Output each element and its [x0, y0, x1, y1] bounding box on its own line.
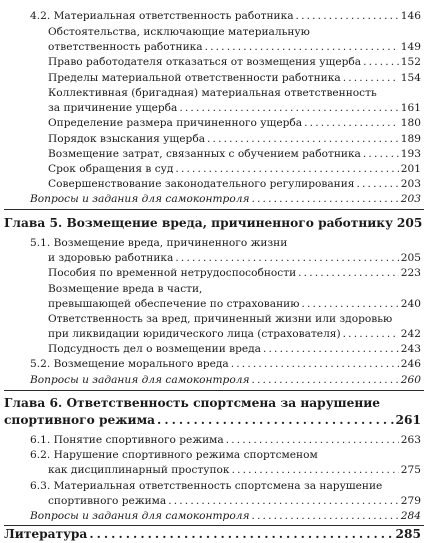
toc-page-number: 205	[400, 252, 421, 264]
toc-page-number: 223	[400, 267, 421, 279]
toc-page-number: 154	[400, 72, 421, 84]
dot-leader	[251, 374, 398, 386]
toc-entry-title: Возмещение вреда в части,	[48, 283, 203, 295]
dot-leader	[251, 510, 398, 522]
toc-page-number: 261	[395, 413, 421, 427]
toc-page-number: 203	[400, 193, 421, 205]
toc-entry-employer-right[interactable]	[48, 56, 421, 68]
toc-page-number: 263	[400, 434, 421, 446]
dot-leader	[89, 527, 393, 541]
dot-leader	[363, 148, 399, 160]
dot-leader	[175, 252, 398, 264]
toc-entry-title: превышающей обеспечение по страхованию	[48, 298, 300, 310]
toc-page-number: 242	[400, 328, 421, 340]
toc-entry-title: 6.1. Понятие спортивного режима	[30, 434, 224, 446]
dot-leader	[179, 102, 398, 114]
toc-entry-title: 4.2. Материальная ответственность работника	[30, 10, 294, 22]
toc-entry-questions-5[interactable]	[30, 374, 421, 386]
dot-leader	[232, 464, 399, 476]
divider	[4, 209, 424, 210]
toc-entry-training-costs[interactable]	[48, 148, 421, 160]
dot-leader	[226, 434, 399, 446]
toc-page-number: 275	[400, 464, 421, 476]
dot-leader	[231, 358, 399, 370]
toc-entry-title: Пособия по временной нетрудоспособности	[48, 267, 297, 279]
dot-leader	[168, 495, 399, 507]
toc-chapter-title: Глава 6. Ответственность спортсмена за нарушение	[4, 396, 381, 410]
dot-leader	[205, 41, 399, 53]
toc-page-number: 260	[400, 374, 421, 386]
toc-entry-title: 5.1. Возмещение вреда, причиненного жизни	[30, 237, 288, 249]
toc-entry-title: 5.2. Возмещение морального вреда	[30, 358, 229, 370]
dot-leader	[298, 267, 399, 279]
toc-entry-title: Коллективная (бригадная) материальная ответственность	[48, 87, 377, 99]
toc-literature[interactable]	[4, 527, 421, 541]
toc-page-number: 203	[400, 178, 421, 190]
toc-entry-legislation[interactable]	[48, 178, 421, 190]
dot-leader	[251, 193, 398, 205]
toc-entry-title: 6.3. Материальная ответственность спортсмена за нарушение	[30, 480, 383, 492]
toc-entry-liquidation[interactable]	[48, 328, 421, 340]
toc-page-number: 201	[400, 163, 421, 175]
toc-chapter-title: Глава 5. Возмещение вреда, причиненного работнику	[4, 216, 393, 230]
toc-entry-limits[interactable]	[48, 72, 421, 84]
dot-leader	[343, 328, 399, 340]
toc-entry-title: Совершенствование законодательного регулирования	[48, 178, 355, 190]
toc-entry-questions-4[interactable]	[30, 193, 421, 205]
toc-entry-title: и здоровью работника	[48, 252, 174, 264]
toc-entry-title: Обстоятельства, исключающие материальную	[48, 26, 310, 38]
divider	[4, 525, 424, 526]
toc-entry-title: при ликвидации юридического лица (страхователя)	[48, 328, 341, 340]
toc-page-number: 279	[400, 495, 421, 507]
toc-page-number: 284	[400, 510, 421, 522]
toc-page-number: 149	[400, 41, 421, 53]
toc-entry-title: Определение размера причиненного ущерба	[48, 117, 303, 129]
toc-entry-collective[interactable]	[48, 102, 421, 114]
toc-entry-title: как дисциплинарный проступок	[48, 464, 230, 476]
toc-entry-circumstances[interactable]	[48, 41, 421, 53]
dot-leader	[301, 298, 398, 310]
toc-chapter-5[interactable]	[4, 216, 421, 230]
toc-page-number: 285	[395, 527, 421, 541]
dot-leader	[263, 343, 399, 355]
dot-leader	[356, 178, 398, 190]
toc-entry-title: Ответственность за вред, причиненный жизни или здоровью	[48, 313, 393, 325]
toc-entry-jurisdiction[interactable]	[48, 343, 421, 355]
toc-entry-damage-size[interactable]	[48, 117, 421, 129]
toc-chapter-title: спортивного режима	[4, 413, 156, 427]
toc-entry-title: Право работодателя отказаться от возмещения ущерба	[48, 56, 362, 68]
toc-page-number: 180	[400, 117, 421, 129]
toc-page-number: 152	[400, 56, 421, 68]
toc-chapter-6[interactable]	[4, 413, 421, 427]
toc-page-number: 193	[400, 148, 421, 160]
toc-entry-4-2[interactable]	[30, 10, 421, 22]
toc-entry-6-2[interactable]	[48, 464, 421, 476]
divider	[4, 390, 424, 391]
dot-leader	[175, 163, 398, 175]
dot-leader	[157, 413, 394, 427]
toc-entry-title: Вопросы и задания для самоконтроля	[30, 193, 250, 205]
toc-entry-title: 6.2. Нарушение спортивного режима спортсменом	[30, 449, 318, 461]
toc-entry-title: Подсудность дел о возмещении вреда	[48, 343, 261, 355]
toc-page-number: 243	[400, 343, 421, 355]
toc-entry-recovery[interactable]	[48, 133, 421, 145]
toc-entry-6-1[interactable]	[30, 434, 421, 446]
toc-page-number: 246	[400, 358, 421, 370]
toc-entry-6-3[interactable]	[48, 495, 421, 507]
toc-page-number: 146	[400, 10, 421, 22]
toc-entry-title: за причинение ущерба	[48, 102, 178, 114]
toc-entry-title: Вопросы и задания для самоконтроля	[30, 510, 250, 522]
toc-entry-court-term[interactable]	[48, 163, 421, 175]
dot-leader	[304, 117, 399, 129]
toc-entry-5-2[interactable]	[30, 358, 421, 370]
toc-entry-sick-benefits[interactable]	[48, 267, 421, 279]
toc-entry-title: Срок обращения в суд	[48, 163, 174, 175]
toc-entry-title: Возмещение затрат, связанных с обучением работника	[48, 148, 361, 160]
dot-leader	[207, 133, 399, 145]
dot-leader	[363, 56, 399, 68]
dot-leader	[296, 10, 399, 22]
toc-page-number: 189	[400, 133, 421, 145]
toc-page-number: 205	[396, 216, 423, 230]
toc-entry-5-1[interactable]	[48, 252, 421, 264]
toc-chapter-title: Литература	[4, 527, 88, 541]
dot-leader	[343, 72, 399, 84]
toc-entry-title: Порядок взыскания ущерба	[48, 133, 206, 145]
toc-page-number: 161	[400, 102, 421, 114]
toc-entry-title: ответственность работника	[48, 41, 203, 53]
toc-entry-questions-6[interactable]	[30, 510, 421, 522]
toc-entry-title: Пределы материальной ответственности работника	[48, 72, 341, 84]
toc-page-number: 240	[400, 298, 421, 310]
toc-entry-excess-compensation[interactable]	[48, 298, 421, 310]
toc-entry-title: спортивного режима	[48, 495, 167, 507]
toc-entry-title: Вопросы и задания для самоконтроля	[30, 374, 250, 386]
